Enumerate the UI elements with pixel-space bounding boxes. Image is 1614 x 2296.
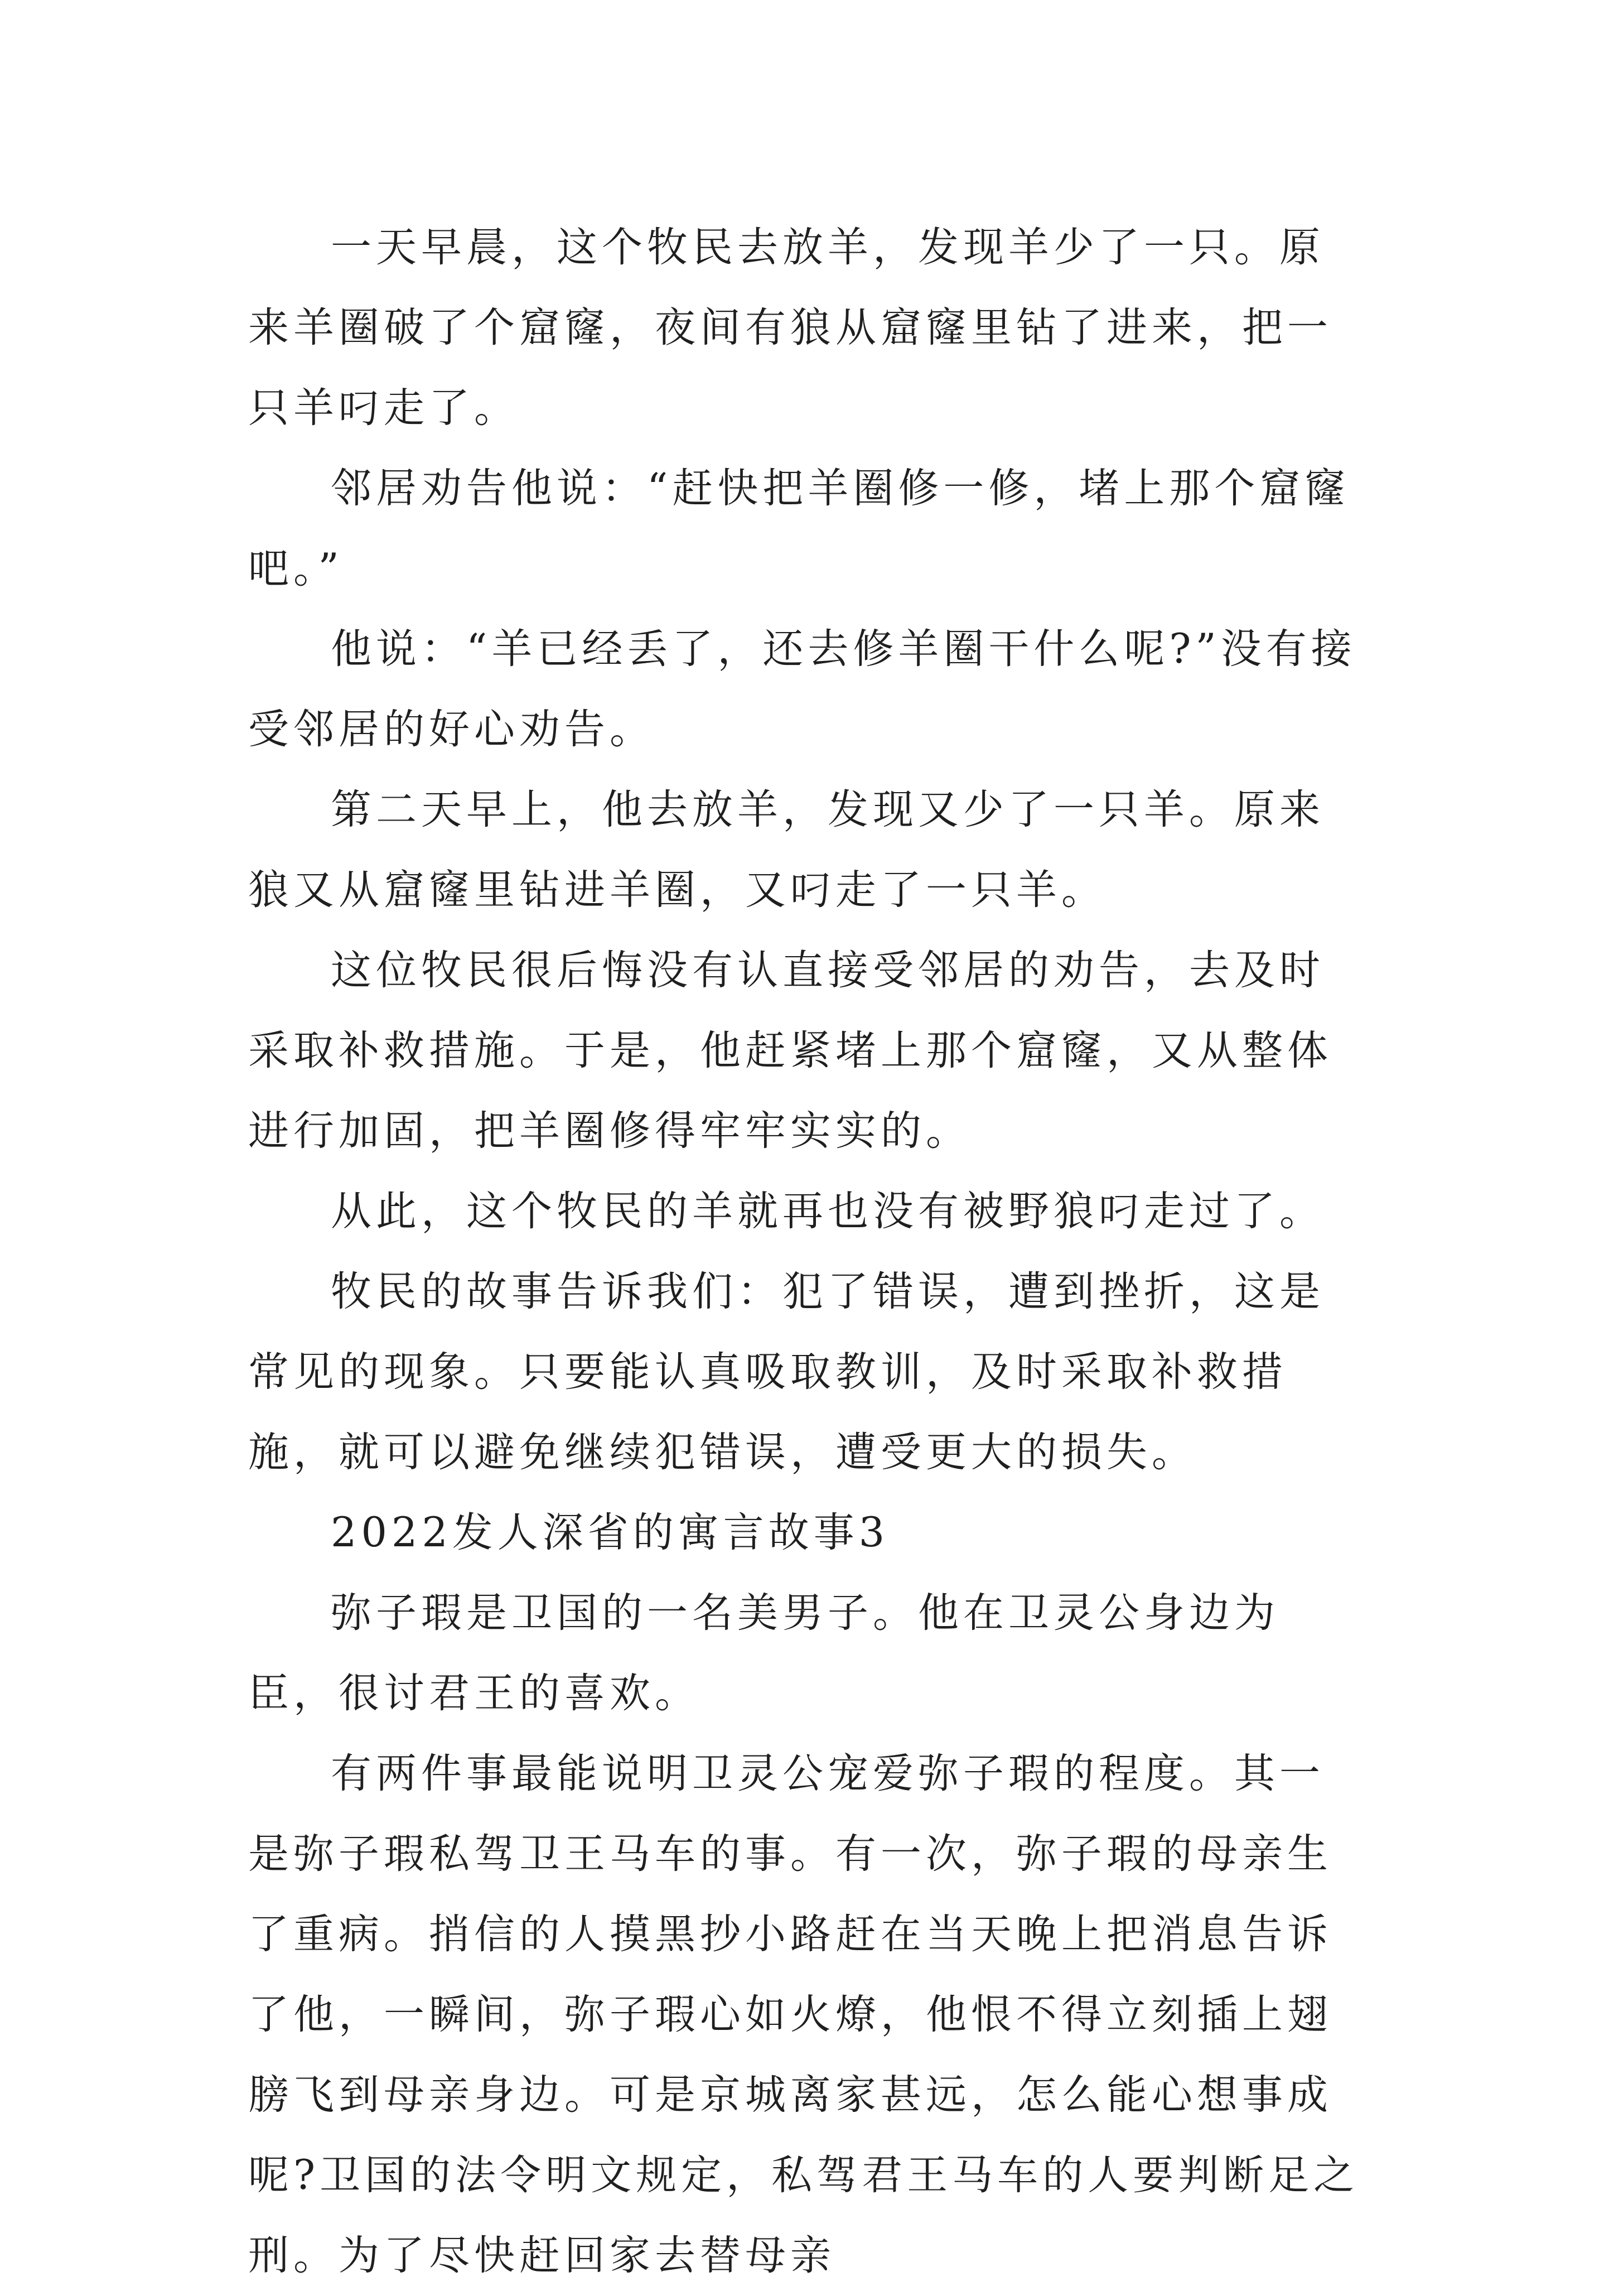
paragraph-5: 这位牧民很后悔没有认直接受邻居的劝告，去及时采取补救措施。于是，他赶紧堵上那个窟窿，又从整体进行加固，把羊圈修得牢牢实实的。	[248, 947, 1332, 1155]
section-heading: 2022发人深省的寓言故事3	[331, 1509, 890, 1556]
paragraph-6: 从此，这个牧民的羊就再也没有被野狼叼走过了。	[331, 1188, 1325, 1235]
paragraph-3: 他说：“羊已经丢了，还去修羊圈干什么呢?”没有接受邻居的好心劝告。	[248, 625, 1356, 753]
paragraph-2: 邻居劝告他说：“赶快把羊圈修一修，堵上那个窟窿吧。”	[248, 465, 1350, 592]
paragraph-9: 有两件事最能说明卫灵公宠爱弥子瑕的程度。其一是弥子瑕私驾卫王马车的事。有一次，弥子瑕的母亲生了重病。捎信的人摸黑抄小路赶在当天晚上把消息告诉了他，一瞬间，弥子瑕心如火燎，他恨不得立刻插上翅膀飞到母亲身边。可是京城离家甚远，怎么能心想事成呢?卫国的法令明文规定，私驾君王马车的人要判断足之刑。为了尽快赶回家去替母亲	[248, 1750, 1359, 2279]
document-body	[248, 208, 1369, 2296]
paragraph-8: 弥子瑕是卫国的一名美男子。他在卫灵公身边为臣，很讨君王的喜欢。	[248, 1589, 1279, 1717]
paragraph-4: 第二天早上，他去放羊，发现又少了一只羊。原来狼又从窟窿里钻进羊圈，又叼走了一只羊。	[248, 786, 1325, 914]
paragraph-7: 牧民的故事告诉我们：犯了错误，遭到挫折，这是常见的现象。只要能认真吸取教训，及时采取补救措施，就可以避免继续犯错误，遭受更大的损失。	[248, 1268, 1325, 1476]
paragraph-1: 一天早晨，这个牧民去放羊，发现羊少了一只。原来羊圈破了个窟窿，夜间有狼从窟窿里钻了进来，把一只羊叼走了。	[248, 224, 1332, 432]
